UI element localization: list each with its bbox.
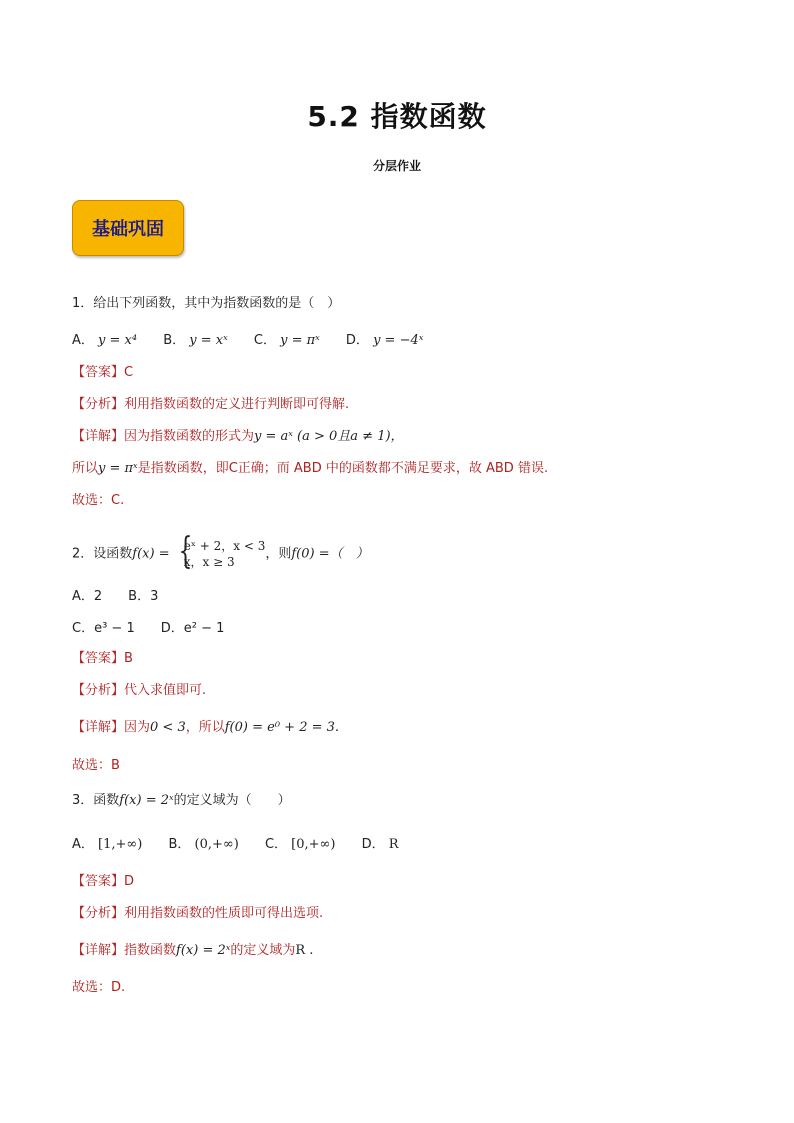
q2-answer — [72, 650, 133, 668]
q1-option-a-letter: A． — [72, 333, 94, 348]
detail-label: 【详解】 — [72, 429, 125, 444]
q3-stem-suffix: 的定义域为（ ） — [173, 793, 291, 808]
q1-options — [72, 332, 445, 350]
q1-option-b-letter: B． — [163, 333, 186, 348]
q3-detail-a: 指数函数 — [124, 943, 177, 958]
detail-label: 【详解】 — [72, 720, 125, 735]
document-title: 5.2 指数函数 — [307, 100, 487, 133]
q2-detail — [72, 719, 339, 737]
analysis-label: 【分析】 — [72, 683, 125, 698]
q1-detail-text: 因为指数函数的形式为 — [124, 429, 255, 444]
q3-choice: 故选：D. — [72, 980, 126, 995]
analysis-label: 【分析】 — [72, 397, 125, 412]
q1-option-d: y = −4ˣ — [373, 333, 424, 348]
answer-label: 【答案】 — [72, 651, 125, 666]
q2-stem-prefix: 2．设函数 — [72, 546, 133, 562]
q1-line2-text: 是指数函数，即C正确；而 ABD 中的函数都不满足要求，故 ABD 错误. — [137, 461, 549, 476]
q1-stem: 1．给出下列函数，其中为指数函数的是（ ） — [72, 296, 341, 311]
q2-options-ab: A．2 B．3 — [72, 589, 159, 604]
q3-function: f(x) = 2ˣ — [119, 793, 174, 808]
q1-detail — [72, 428, 404, 446]
q3-stem-prefix: 3．函数 — [72, 793, 120, 808]
q3-option-b-letter: B． — [168, 837, 191, 852]
q1-answer — [72, 364, 133, 382]
q2-stem-end: f(0) =（ ） — [291, 546, 369, 562]
q2-detail-c: ，所以 — [185, 720, 225, 735]
q3-option-d: R — [388, 837, 399, 852]
q1-line2-formula: y = πˣ — [98, 461, 138, 476]
answer-label: 【答案】 — [72, 365, 125, 380]
q2-detail-b: 0 < 3 — [150, 720, 186, 735]
q3-stem — [72, 792, 291, 810]
q2-detail-d: f(0) = e⁰ + 2 = 3. — [224, 720, 340, 735]
q1-choice: 故选：C. — [72, 493, 125, 508]
q3-option-c: [0,+∞) — [291, 837, 336, 852]
q2-stem-mid: ，则 — [265, 546, 292, 562]
q1-detail-formula: y = aˣ (a > 0且a ≠ 1)， — [254, 429, 404, 444]
q1-detail-line2 — [72, 460, 548, 478]
q3-detail-d: R . — [295, 943, 314, 958]
q3-analysis-text: 利用指数函数的性质即可得出选项. — [124, 906, 324, 921]
q3-detail — [72, 942, 313, 960]
q1-option-d-letter: D． — [345, 333, 369, 348]
q3-option-c-letter: C． — [264, 837, 288, 852]
q3-options — [72, 836, 421, 854]
q1-option-b: y = xˣ — [189, 333, 228, 348]
q3-option-a: [1,+∞) — [98, 837, 143, 852]
section-badge: 基础巩固 — [72, 200, 184, 256]
answer-label: 【答案】 — [72, 874, 125, 889]
q3-answer-value: D — [124, 874, 135, 889]
q2-detail-a: 因为 — [124, 720, 151, 735]
q3-answer — [72, 873, 134, 891]
q3-detail-b: f(x) = 2ˣ — [176, 943, 231, 958]
q2-analysis-text: 代入求值即可. — [124, 683, 207, 698]
q3-option-d-letter: D． — [361, 837, 385, 852]
q2-options-cd: C．e³ − 1 D．e² − 1 — [72, 621, 225, 636]
q3-option-a-letter: A． — [72, 837, 94, 852]
q1-option-c-letter: C． — [253, 333, 276, 348]
q1-answer-value: C — [124, 365, 134, 380]
q3-option-b: (0,+∞) — [194, 837, 239, 852]
q3-detail-c: 的定义域为 — [230, 943, 296, 958]
analysis-label: 【分析】 — [72, 906, 125, 921]
q2-stem — [72, 531, 369, 572]
q2-piece-2: x，x ≥ 3 — [183, 555, 235, 569]
q1-option-c: y = πˣ — [280, 333, 320, 348]
q1-option-a: y = x⁴ — [98, 333, 138, 348]
detail-label: 【详解】 — [72, 943, 125, 958]
q2-piecewise — [174, 531, 266, 572]
q2-piece-1: eˣ + 2，x < 3 — [183, 539, 266, 553]
brace-icon: { — [178, 531, 193, 572]
document-subtitle: 分层作业 — [372, 159, 421, 173]
q2-analysis — [72, 682, 206, 700]
q1-line2-prefix: 所以 — [72, 461, 99, 476]
q1-analysis — [72, 396, 349, 414]
q2-answer-value: B — [124, 651, 133, 666]
q3-analysis — [72, 905, 323, 923]
q2-choice: 故选：B — [72, 758, 120, 773]
q1-analysis-text: 利用指数函数的定义进行判断即可得解. — [124, 397, 350, 412]
q2-function: f(x) = — [132, 546, 170, 562]
